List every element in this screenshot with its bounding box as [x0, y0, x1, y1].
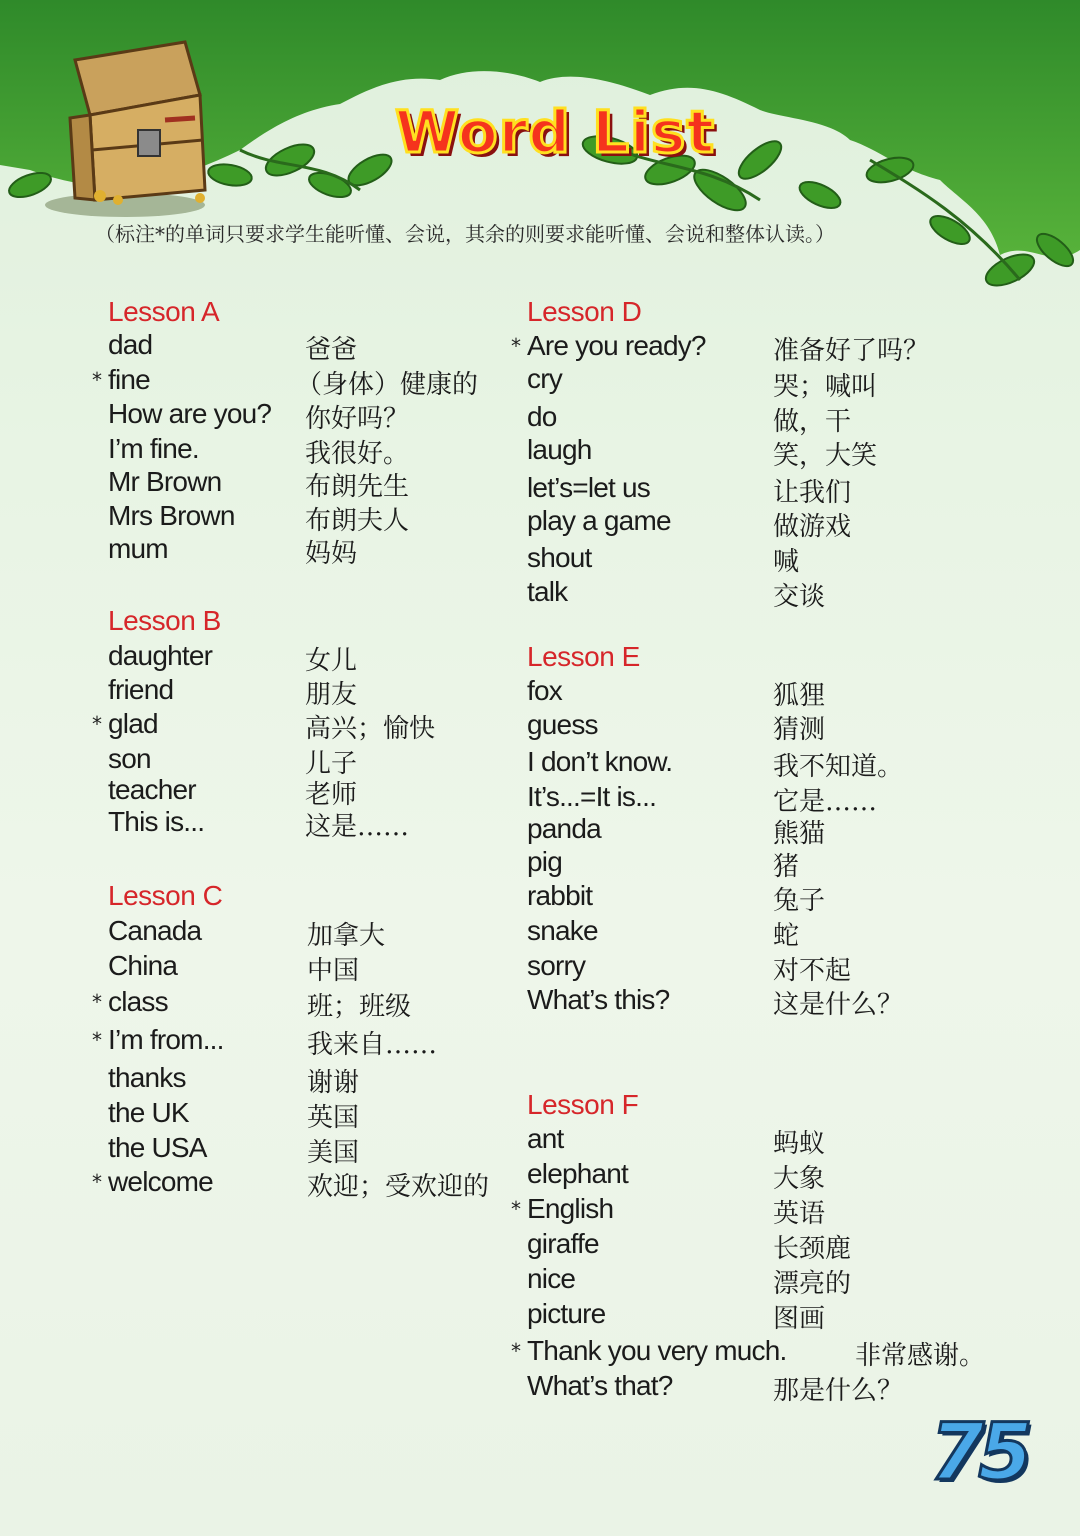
chinese-meaning: 这是什么？: [773, 990, 904, 1020]
english-word: This is...: [108, 806, 205, 837]
english-word: daughter: [108, 640, 213, 671]
english-word: teacher: [108, 774, 196, 805]
english-word: What’s this?: [527, 984, 670, 1015]
star-marker: *: [92, 990, 102, 1014]
english-word: the UK: [108, 1097, 189, 1128]
english-word: sorry: [527, 950, 586, 981]
chinese-meaning: 猪: [773, 852, 800, 882]
chinese-meaning: 猜测: [773, 715, 826, 745]
english-word: Mrs Brown: [108, 500, 235, 531]
english-word: talk: [527, 576, 568, 607]
chinese-meaning: 让我们: [773, 478, 852, 508]
chinese-meaning: 中国: [307, 956, 360, 986]
chinese-meaning: （身体）健康的: [296, 370, 479, 400]
chinese-meaning: 女儿: [305, 646, 358, 676]
english-word: elephant: [527, 1158, 629, 1189]
chinese-meaning: 布朗先生: [305, 472, 410, 502]
chinese-meaning: 大象: [773, 1164, 826, 1194]
english-word: cry: [527, 363, 562, 394]
lesson-heading: Lesson A: [108, 296, 220, 327]
english-word: nice: [527, 1263, 576, 1294]
chinese-meaning: 班；班级: [307, 992, 412, 1022]
chinese-meaning: 我来自……: [307, 1030, 438, 1060]
english-word: dad: [108, 329, 153, 360]
chinese-meaning: 英国: [307, 1103, 360, 1133]
english-word: What’s that?: [527, 1370, 673, 1401]
star-marker: *: [92, 1028, 102, 1052]
chinese-meaning: 那是什么？: [773, 1376, 904, 1406]
chinese-meaning: 欢迎；受欢迎的: [307, 1172, 490, 1202]
english-word: Canada: [108, 915, 202, 946]
english-word: pig: [527, 846, 562, 877]
english-word: play a game: [527, 505, 671, 536]
star-marker: *: [92, 368, 102, 392]
chinese-meaning: 长颈鹿: [773, 1234, 852, 1264]
chinese-meaning: 喊: [773, 547, 800, 577]
star-marker: *: [511, 334, 521, 358]
lesson-heading: Lesson C: [108, 880, 223, 911]
lesson-heading: Lesson B: [108, 605, 221, 636]
english-word: How are you?: [108, 398, 272, 429]
page-number: 75: [930, 1408, 1027, 1498]
english-word: giraffe: [527, 1228, 599, 1259]
lesson-heading: Lesson E: [527, 641, 640, 672]
chinese-meaning: 漂亮的: [773, 1269, 852, 1299]
instruction-note: （标注*的单词只要求学生能听懂、会说，其余的则要求能听懂、会说和整体认读。）: [95, 222, 835, 246]
english-word: welcome: [108, 1166, 213, 1197]
chinese-meaning: 美国: [307, 1138, 360, 1168]
english-word: panda: [527, 813, 601, 844]
chinese-meaning: 英语: [773, 1199, 826, 1229]
star-marker: *: [511, 1197, 521, 1221]
english-word: I’m fine.: [108, 433, 199, 464]
english-word: do: [527, 401, 557, 432]
english-word: thanks: [108, 1062, 186, 1093]
chinese-meaning: 笑，大笑: [773, 441, 878, 471]
chinese-meaning: 爸爸: [305, 335, 358, 365]
english-word: snake: [527, 915, 598, 946]
lesson-heading: Lesson D: [527, 296, 642, 327]
chinese-meaning: 这是……: [305, 812, 410, 842]
chinese-meaning: 熊猫: [773, 819, 826, 849]
chinese-meaning: 蚂蚁: [773, 1129, 826, 1159]
chinese-meaning: 做，干: [773, 407, 852, 437]
english-word: shout: [527, 542, 592, 573]
english-word: the USA: [108, 1132, 207, 1163]
chinese-meaning: 高兴；愉快: [305, 714, 436, 744]
star-marker: *: [92, 1170, 102, 1194]
english-word: Thank you very much.: [527, 1335, 787, 1366]
star-marker: *: [511, 1339, 521, 1363]
chinese-meaning: 加拿大: [307, 921, 386, 951]
chinese-meaning: 儿子: [305, 749, 358, 779]
english-word: English: [527, 1193, 614, 1224]
english-word: fine: [108, 364, 150, 395]
chinese-meaning: 非常感谢。: [855, 1341, 986, 1371]
english-word: I don’t know.: [527, 746, 673, 777]
chinese-meaning: 布朗夫人: [305, 506, 410, 536]
english-word: guess: [527, 709, 598, 740]
english-word: let’s=let us: [527, 472, 650, 503]
english-word: fox: [527, 675, 562, 706]
english-word: mum: [108, 533, 168, 564]
english-word: I’m from...: [108, 1024, 224, 1055]
english-word: China: [108, 950, 178, 981]
english-word: son: [108, 743, 151, 774]
star-marker: *: [92, 712, 102, 736]
english-word: ant: [527, 1123, 564, 1154]
chinese-meaning: 它是……: [773, 787, 878, 817]
chinese-meaning: 狐狸: [773, 681, 826, 711]
chinese-meaning: 老师: [305, 780, 358, 810]
chinese-meaning: 朋友: [305, 680, 358, 710]
english-word: glad: [108, 708, 158, 739]
chinese-meaning: 妈妈: [305, 539, 358, 569]
chinese-meaning: 我不知道。: [773, 752, 904, 782]
english-word: picture: [527, 1298, 606, 1329]
chinese-meaning: 图画: [773, 1304, 826, 1334]
chinese-meaning: 兔子: [773, 886, 826, 916]
chinese-meaning: 谢谢: [307, 1068, 360, 1098]
chinese-meaning: 你好吗？: [305, 404, 410, 434]
english-word: friend: [108, 674, 174, 705]
english-word: Are you ready?: [527, 330, 706, 361]
english-word: It’s...=It is...: [527, 781, 657, 812]
english-word: Mr Brown: [108, 466, 222, 497]
chinese-meaning: 交谈: [773, 582, 826, 612]
chinese-meaning: 做游戏: [773, 512, 852, 542]
chinese-meaning: 哭；喊叫: [773, 372, 878, 402]
english-word: class: [108, 986, 168, 1017]
english-word: laugh: [527, 434, 592, 465]
chinese-meaning: 准备好了吗？: [773, 336, 930, 366]
chinese-meaning: 我很好。: [305, 439, 410, 469]
page-title: Word List: [395, 98, 716, 166]
chinese-meaning: 对不起: [773, 956, 852, 986]
lesson-heading: Lesson F: [527, 1089, 639, 1120]
chinese-meaning: 蛇: [773, 921, 800, 951]
english-word: rabbit: [527, 880, 593, 911]
